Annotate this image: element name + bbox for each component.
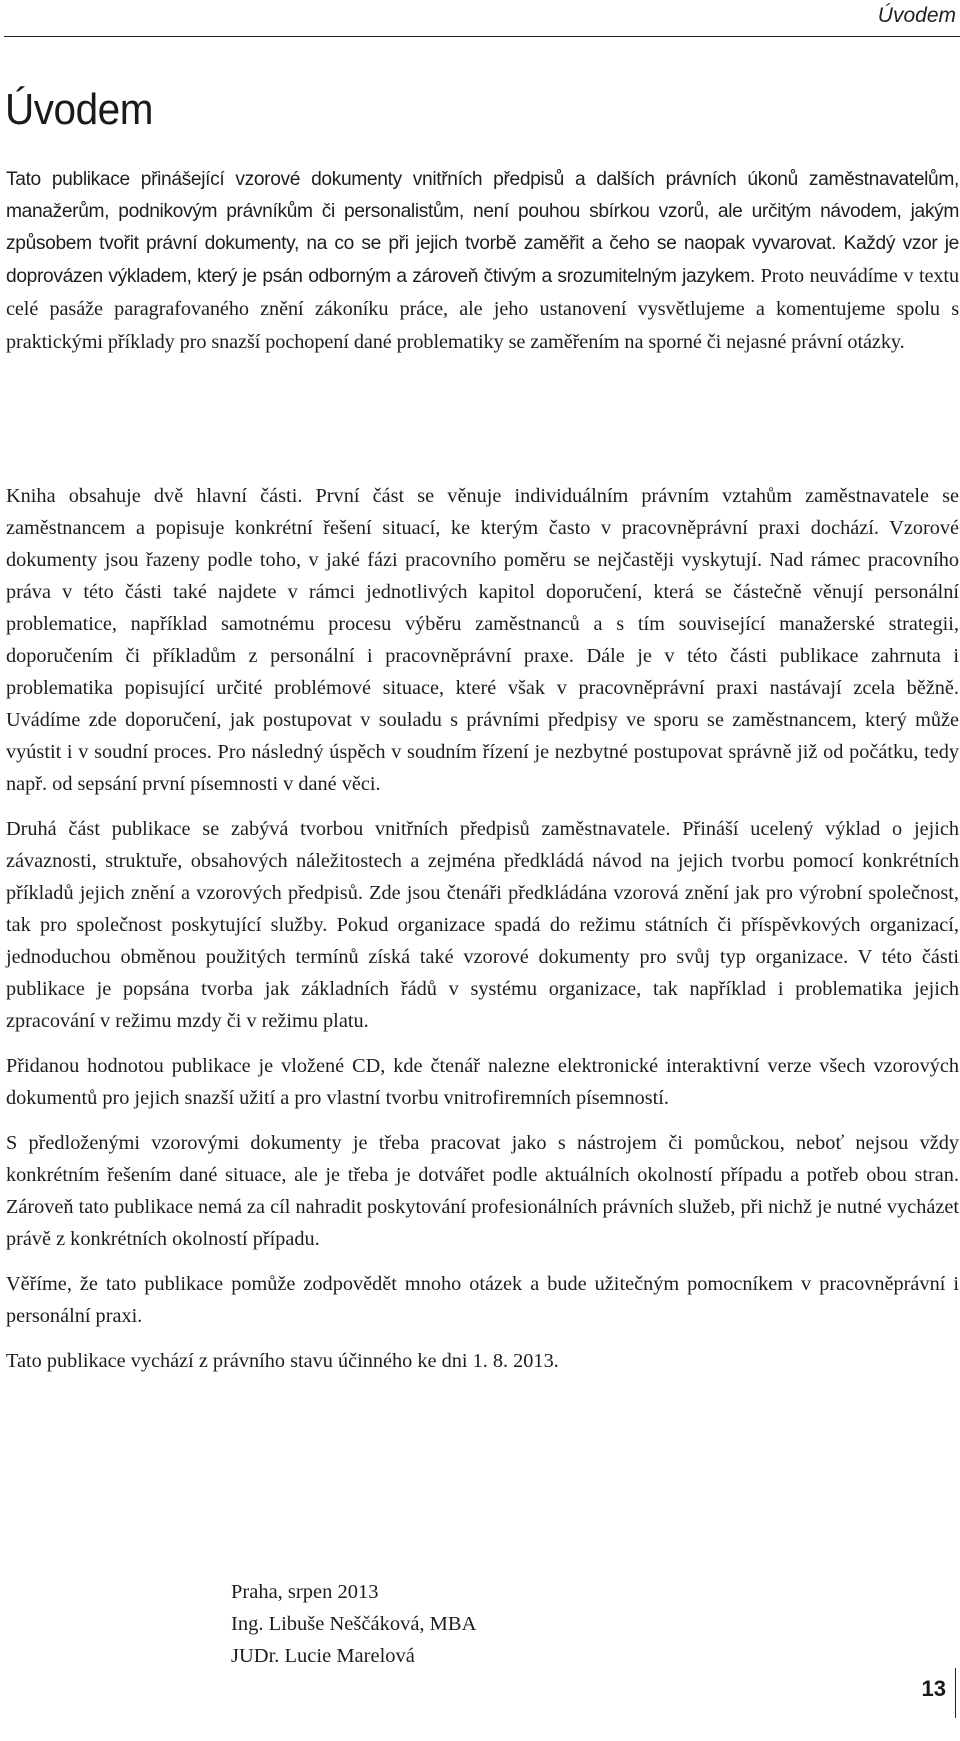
page-number-divider bbox=[955, 1668, 956, 1718]
signature-author-1: Ing. Libuše Neščáková, MBA bbox=[231, 1613, 477, 1635]
intro-sans-text: Tato publikace přinášející vzorové dokumenty vnitřních předpisů a dalších právních úkonů zaměstnavatelům, manažerům, podnikovým právníkům či personalistům, není pouhou sbírkou vzorů, ale určitým návodem, jakým způsobem tvořit právní dokumenty, na co se při jejich tvorbě zaměřit a čeho se naopak vyvarovat. Každý vzor je doprovázen výkladem, který je psán odborným a zároveň čtivým a srozumitelným jazykem. bbox=[6, 169, 959, 287]
signature-block bbox=[231, 1576, 476, 1672]
header-divider bbox=[4, 36, 960, 37]
paragraph-book-structure: Kniha obsahuje dvě hlavní části. První část se věnuje individuálním právním vztahům zaměstnavatele se zaměstnancem a popisuje konkrétní řešení situací, ke kterým často v pracovněprávní praxi dochází. Vzorové dokumenty jsou řazeny podle toho, v jaké fázi pracovního poměru se nejčastěji vyskytují. Nad rámec pracovního práva v této části také najdete v rámci jednotlivých kapitol doporučení, která se částečně věnují personální problematice, například samotnému procesu výběru zaměstnanců a s tím související manažerské strategii, doporučením či příkladům z personální i pracovněprávní praxe. Dále je v této části publikace zahrnuta i problematika popisující určité problémové situace, které však v pracovněprávní praxi nastávají zcela běžně. Uvádíme zde doporučení, jak postupovat v souladu s právními předpisy ve sporu se zaměstnancem, který může vyústit i v soudní proces. Pro následný úspěch v soudním řízení je nezbytné postupovat správně již od počátku, tedy např. od sepsání první písemnosti v dané věci. bbox=[6, 485, 959, 795]
paragraph-usage: S předloženými vzorovými dokumenty je třeba pracovat jako s nástrojem či pomůckou, neboť nejsou vždy konkrétním řešením dané situace, ale je třeba je dotvářet podle aktuálních okolností případu a potřeb obou stran. Zároveň tato publikace nemá za cíl nahradit poskytování profesionálních právních služeb, při nichž je nutné vycházet právě z konkrétních okolností případu. bbox=[6, 1132, 959, 1250]
page-number: 13 bbox=[921, 1676, 946, 1701]
paragraph-legal-state: Tato publikace vychází z právního stavu účinného ke dni 1. 8. 2013. bbox=[6, 1350, 559, 1372]
chapter-title: Úvodem bbox=[5, 85, 153, 134]
signature-author-2: JUDr. Lucie Marelová bbox=[231, 1645, 415, 1667]
signature-place-date: Praha, srpen 2013 bbox=[231, 1581, 379, 1603]
intro-paragraph bbox=[6, 164, 959, 359]
paragraph-cd: Přidanou hodnotou publikace je vložené CD, kde čtenář nalezne elektronické interaktivní verze všech vzorových dokumentů pro jejich snazší užití a pro vlastní tvorbu vnitrofiremních písemností. bbox=[6, 1055, 959, 1109]
body-text bbox=[6, 480, 959, 1390]
running-header-title: Úvodem bbox=[877, 4, 956, 27]
intro-serif-text: Proto neuvádíme v textu celé pasáže paragrafovaného znění zákoníku práce, ale jeho ustanovení vysvětlujeme a komentujeme spolu s praktickými příklady pro snazší pochopení dané problematiky se zaměřením na sporné či nejasné právní otázky. bbox=[6, 265, 959, 353]
paragraph-closing: Věříme, že tato publikace pomůže zodpovědět mnoho otázek a bude užitečným pomocníkem v pracovněprávní i personální praxi. bbox=[6, 1273, 959, 1327]
paragraph-second-part: Druhá část publikace se zabývá tvorbou vnitřních předpisů zaměstnavatele. Přináší ucelený výklad o jejich závaznosti, struktuře, obsahových náležitostech a zejména předkládá návod na jejich tvorbu pomocí konkrétních příkladů jejich znění a vzorových předpisů. Zde jsou čtenáři předkládána vzorová znění jak pro výrobní společnost, tak pro společnost poskytující služby. Pokud organizace spadá do režimu státních či příspěvkových organizací, jednoduchou obměnou použitých termínů získá také vzorové dokumenty pro svůj typ organizace. V této části publikace je popsána tvorba jak základních řádů v systému organizace, tak například i problematika jejich zpracování v režimu mzdy či v režimu platu. bbox=[6, 818, 959, 1032]
